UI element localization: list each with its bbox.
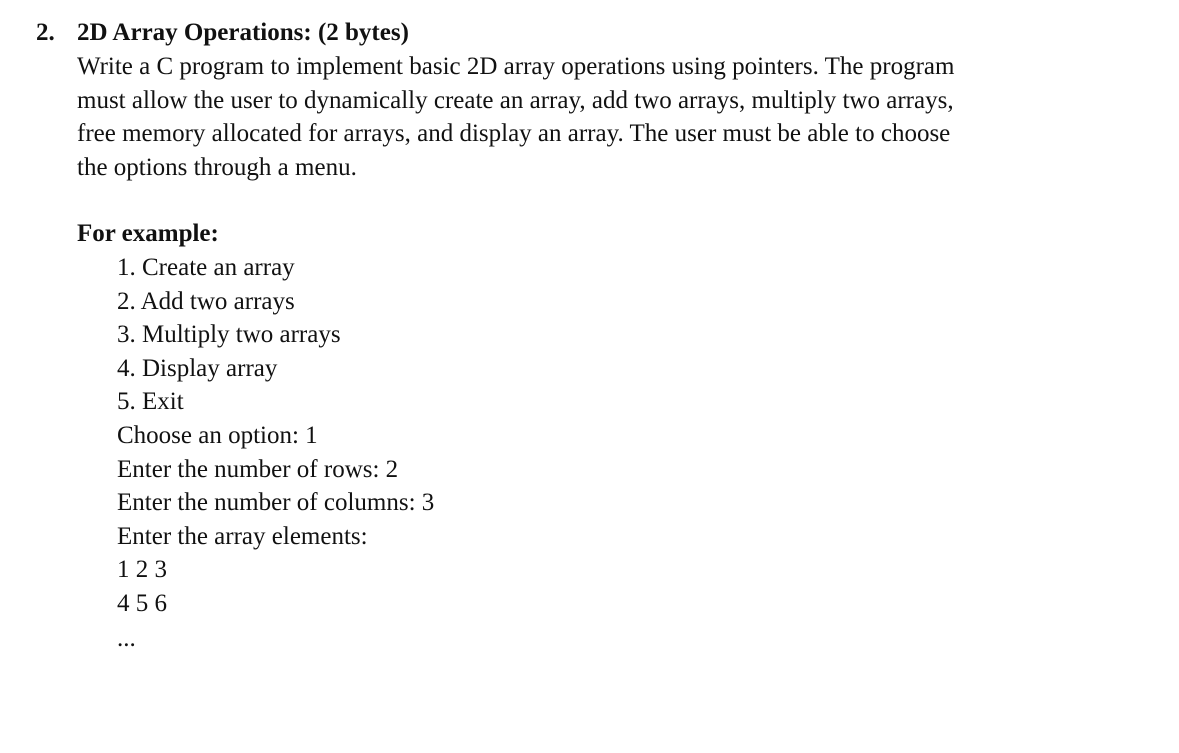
example-line: 4 5 6 — [117, 589, 167, 617]
example-line: 1 2 3 — [117, 556, 167, 584]
example-line: 1. Create an array — [117, 254, 295, 281]
body-line: the options through a menu. — [77, 153, 357, 181]
example-line: 4. Display array — [117, 354, 278, 382]
body-line: free memory allocated for arrays, and display an array. The user must be able to choose — [77, 120, 951, 147]
continuation-ellipsis: ... — [117, 625, 136, 652]
example-line: Choose an option: 1 — [117, 421, 318, 449]
example-line: Enter the number of rows: 2 — [117, 455, 399, 483]
example-line: Enter the number of columns: 3 — [117, 489, 435, 517]
example-line: Enter the array elements: — [117, 522, 368, 550]
body-line: must allow the user to dynamically create an array, add two arrays, multiply two arrays, — [77, 86, 954, 114]
question-number: 2. — [36, 19, 55, 46]
example-heading: For example: — [77, 220, 219, 247]
example-line: 2. Add two arrays — [117, 287, 295, 315]
example-output — [117, 251, 434, 621]
example-line: 3. Multiply two arrays — [117, 321, 341, 349]
body-line: Write a C program to implement basic 2D array operations using pointers. The program — [77, 53, 955, 80]
question-title: 2D Array Operations: (2 bytes) — [77, 19, 409, 46]
example-line: 5. Exit — [117, 388, 184, 416]
question-body — [77, 50, 1037, 184]
